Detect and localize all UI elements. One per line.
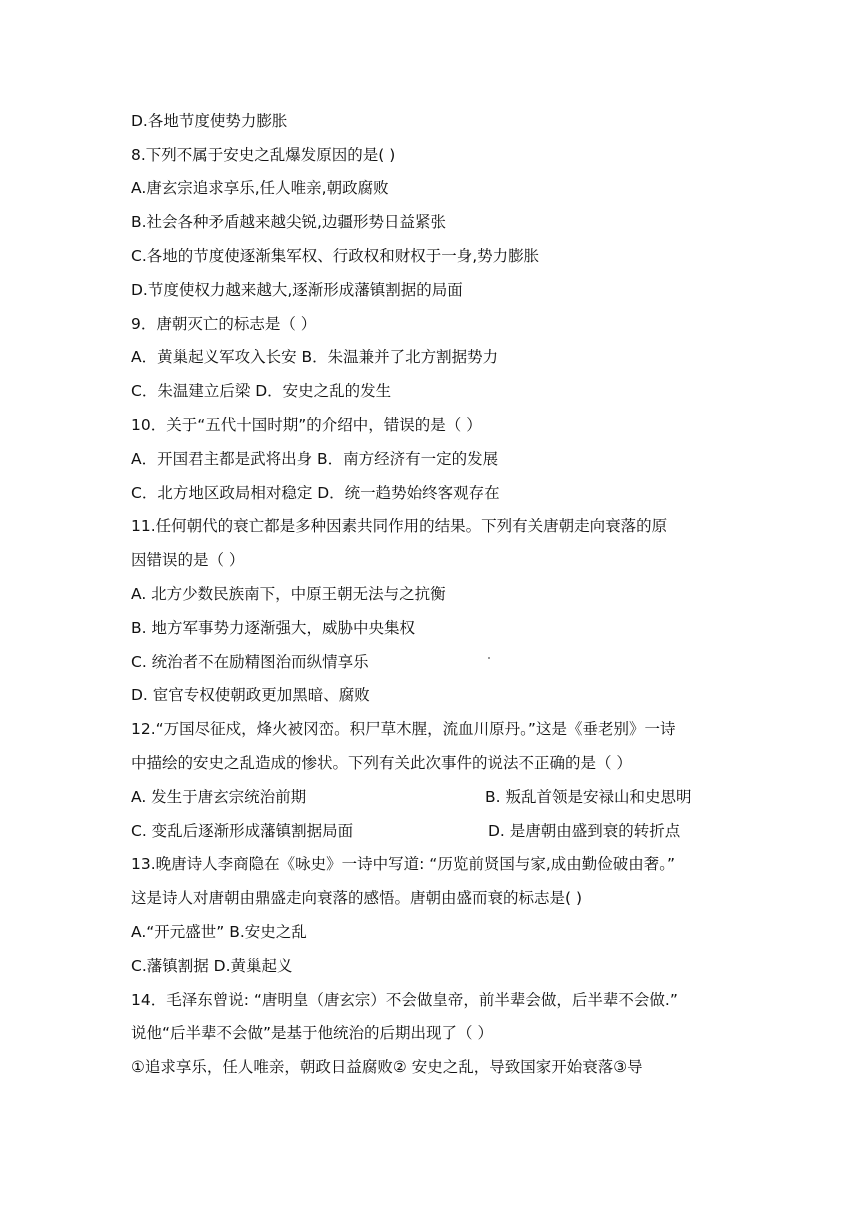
q10-options-cd: C．北方地区政局相对稳定 D．统一趋势始终客观存在 <box>131 484 500 502</box>
stray-mark <box>488 657 490 659</box>
q13-options-ab: A.“开元盛世” B.安史之乱 <box>131 923 307 941</box>
q11-stem-line1: 11.任何朝代的衰亡都是多种因素共同作用的结果。下列有关唐朝走向衰落的原 <box>131 517 668 535</box>
q9-stem: 9．唐朝灭亡的标志是（ ） <box>131 315 317 333</box>
q8-option-d: D.节度使权力越来越大,逐渐形成藩镇割据的局面 <box>131 281 463 299</box>
q9-options-ab: A．黄巢起义军攻入长安 B．朱温兼并了北方割据势力 <box>131 348 499 366</box>
q13-stem-line2: 这是诗人对唐朝由鼎盛走向衰落的感悟。唐朝由盛而衰的标志是( ) <box>131 889 583 907</box>
q12-option-c: C. 变乱后逐渐形成藩镇割据局面 <box>131 822 354 840</box>
q11-option-b: B. 地方军事势力逐渐强大，威胁中央集权 <box>131 619 415 637</box>
q9-options-cd: C．朱温建立后梁 D．安史之乱的发生 <box>131 382 392 400</box>
q11-option-a: A. 北方少数民族南下，中原王朝无法与之抗衡 <box>131 585 446 603</box>
q12-option-b: B. 叛乱首领是安禄山和史思明 <box>485 788 692 806</box>
q14-stem-line2: 说他“后半辈不会做”是基于他统治的后期出现了（ ） <box>131 1024 493 1042</box>
q12-stem-line1: 12.“万国尽征戍，烽火被冈峦。积尸草木腥，流血川原丹。”这是《垂老别》一诗 <box>131 720 676 738</box>
q10-options-ab: A．开国君主都是武将出身 B．南方经济有一定的发展 <box>131 450 499 468</box>
q8-option-c: C.各地的节度使逐渐集军权、行政权和财权于一身,势力膨胀 <box>131 247 540 265</box>
q14-items-line: ①追求享乐，任人唯亲，朝政日益腐败② 安史之乱，导致国家开始衰落③导 <box>131 1058 643 1076</box>
q12-stem-line2: 中描绘的安史之乱造成的惨状。下列有关此次事件的说法不正确的是（ ） <box>131 754 632 772</box>
q13-stem-line1: 13.晚唐诗人李商隐在《咏史》一诗中写道: “历览前贤国与家,成由勤俭破由奢。” <box>131 855 676 873</box>
q8-option-b: B.社会各种矛盾越来越尖锐,边疆形势日益紧张 <box>131 213 446 231</box>
q13-options-cd: C.藩镇割据 D.黄巢起义 <box>131 957 293 975</box>
q8-stem: 8.下列不属于安史之乱爆发原因的是( ) <box>131 146 396 164</box>
q8-option-a: A.唐玄宗追求享乐,任人唯亲,朝政腐败 <box>131 179 389 197</box>
q11-stem-line2: 因错误的是（ ） <box>131 551 245 569</box>
q11-option-c: C. 统治者不在励精图治而纵情享乐 <box>131 653 369 671</box>
q12-option-a: A. 发生于唐玄宗统治前期 <box>131 788 307 806</box>
q7-option-d: D.各地节度使势力膨胀 <box>131 112 288 130</box>
q10-stem: 10．关于“五代十国时期”的介绍中，错误的是（ ） <box>131 416 482 434</box>
q14-stem-line1: 14．毛泽东曾说: “唐明皇（唐玄宗）不会做皇帝，前半辈会做，后半辈不会做.” <box>131 991 678 1009</box>
q11-option-d: D. 宦官专权使朝政更加黑暗、腐败 <box>131 686 370 704</box>
q12-option-d: D. 是唐朝由盛到衰的转折点 <box>488 822 681 840</box>
